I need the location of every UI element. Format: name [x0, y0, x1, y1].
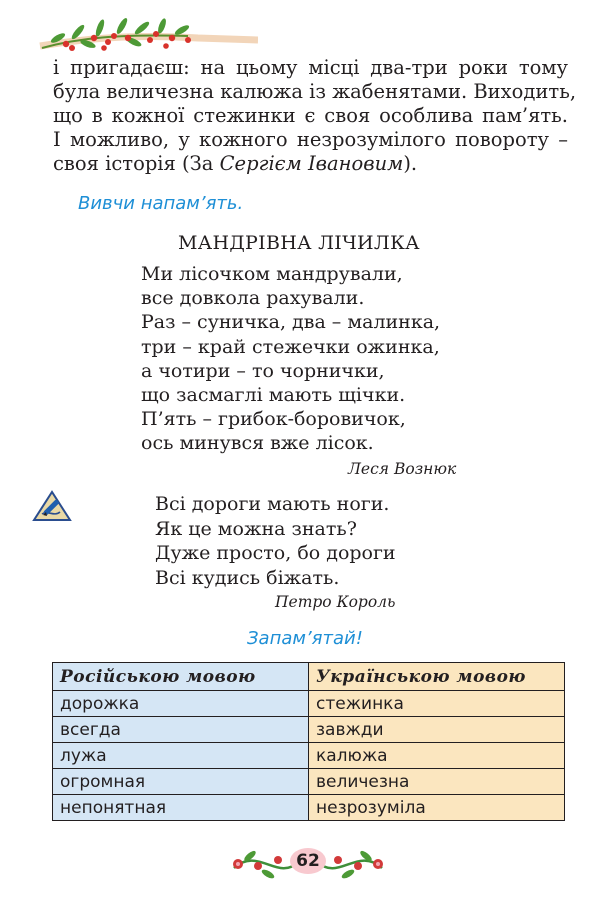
table-row	[53, 769, 565, 795]
vocabulary-table	[52, 662, 565, 821]
story-paragraph	[53, 56, 577, 176]
poem-line: все довкола рахували.	[141, 287, 365, 310]
table-row	[53, 691, 565, 717]
paragraph-line: своя історія (За	[53, 152, 220, 175]
russian-word: всегда	[53, 717, 309, 743]
russian-word: непонятная	[53, 795, 309, 821]
poem-line: три – край стежечки ожинка,	[141, 335, 440, 358]
poem-line: Дуже просто, бо дороги	[155, 542, 396, 565]
poem-line: Як це можна знать?	[155, 517, 357, 540]
russian-word: дорожка	[53, 691, 309, 717]
paragraph-line-last	[53, 152, 568, 176]
table-row	[53, 717, 565, 743]
pen-writing-icon	[32, 490, 72, 524]
poem-roads	[155, 492, 396, 590]
poem-line: П’ять – грибок-боровичок,	[141, 408, 406, 431]
poem-counting-rhyme	[141, 262, 440, 456]
poem-line: Всі кудись біжать.	[155, 566, 340, 589]
header-berry-ornament	[38, 8, 258, 56]
paragraph-line: що в кожної стежинки є своя особлива пам’ять.	[53, 104, 568, 127]
poem-line: ось минувся вже лісок.	[141, 432, 374, 455]
ukrainian-word: незрозуміла	[309, 795, 565, 821]
poem-author: Петро Король	[275, 593, 396, 611]
ukrainian-word: стежинка	[309, 691, 565, 717]
table-row	[53, 743, 565, 769]
source-author: Сергієм Івановим	[219, 152, 404, 175]
poem-title: МАНДРІВНА ЛІЧИЛКА	[178, 232, 420, 254]
paragraph-line: і пригадаєш: на цьому місці два-три роки тому	[53, 56, 568, 79]
paragraph-closing: ).	[403, 152, 418, 175]
poem-line: Раз – суничка, два – малинка,	[141, 311, 441, 334]
paragraph-line: була величезна калюжа із жабенятами. Виходить,	[53, 80, 577, 103]
table-header-row	[53, 663, 565, 691]
ukrainian-word: калюжа	[309, 743, 565, 769]
paragraph-line: І можливо, у кожного незрозумілого повороту –	[53, 128, 568, 151]
column-header-ukrainian: Українською мовою	[309, 663, 565, 691]
table-row	[53, 795, 565, 821]
poem-line: що засмаглі мають щічки.	[141, 384, 406, 407]
poem-author: Леся Вознюк	[348, 460, 457, 478]
ukrainian-word: величезна	[309, 769, 565, 795]
poem-line: а чотири – то чорнички,	[141, 359, 385, 382]
poem-line: Ми лісочком мандрували,	[141, 263, 403, 285]
ukrainian-word: завжди	[309, 717, 565, 743]
russian-word: огромная	[53, 769, 309, 795]
russian-word: лужа	[53, 743, 309, 769]
column-header-russian: Російською мовою	[53, 663, 309, 691]
page-number: 62	[290, 848, 326, 874]
instruction-remember: Запам’ятай!	[247, 628, 363, 649]
poem-line: Всі дороги мають ноги.	[155, 493, 390, 515]
instruction-memorize: Вивчи напам’ять.	[78, 193, 244, 214]
